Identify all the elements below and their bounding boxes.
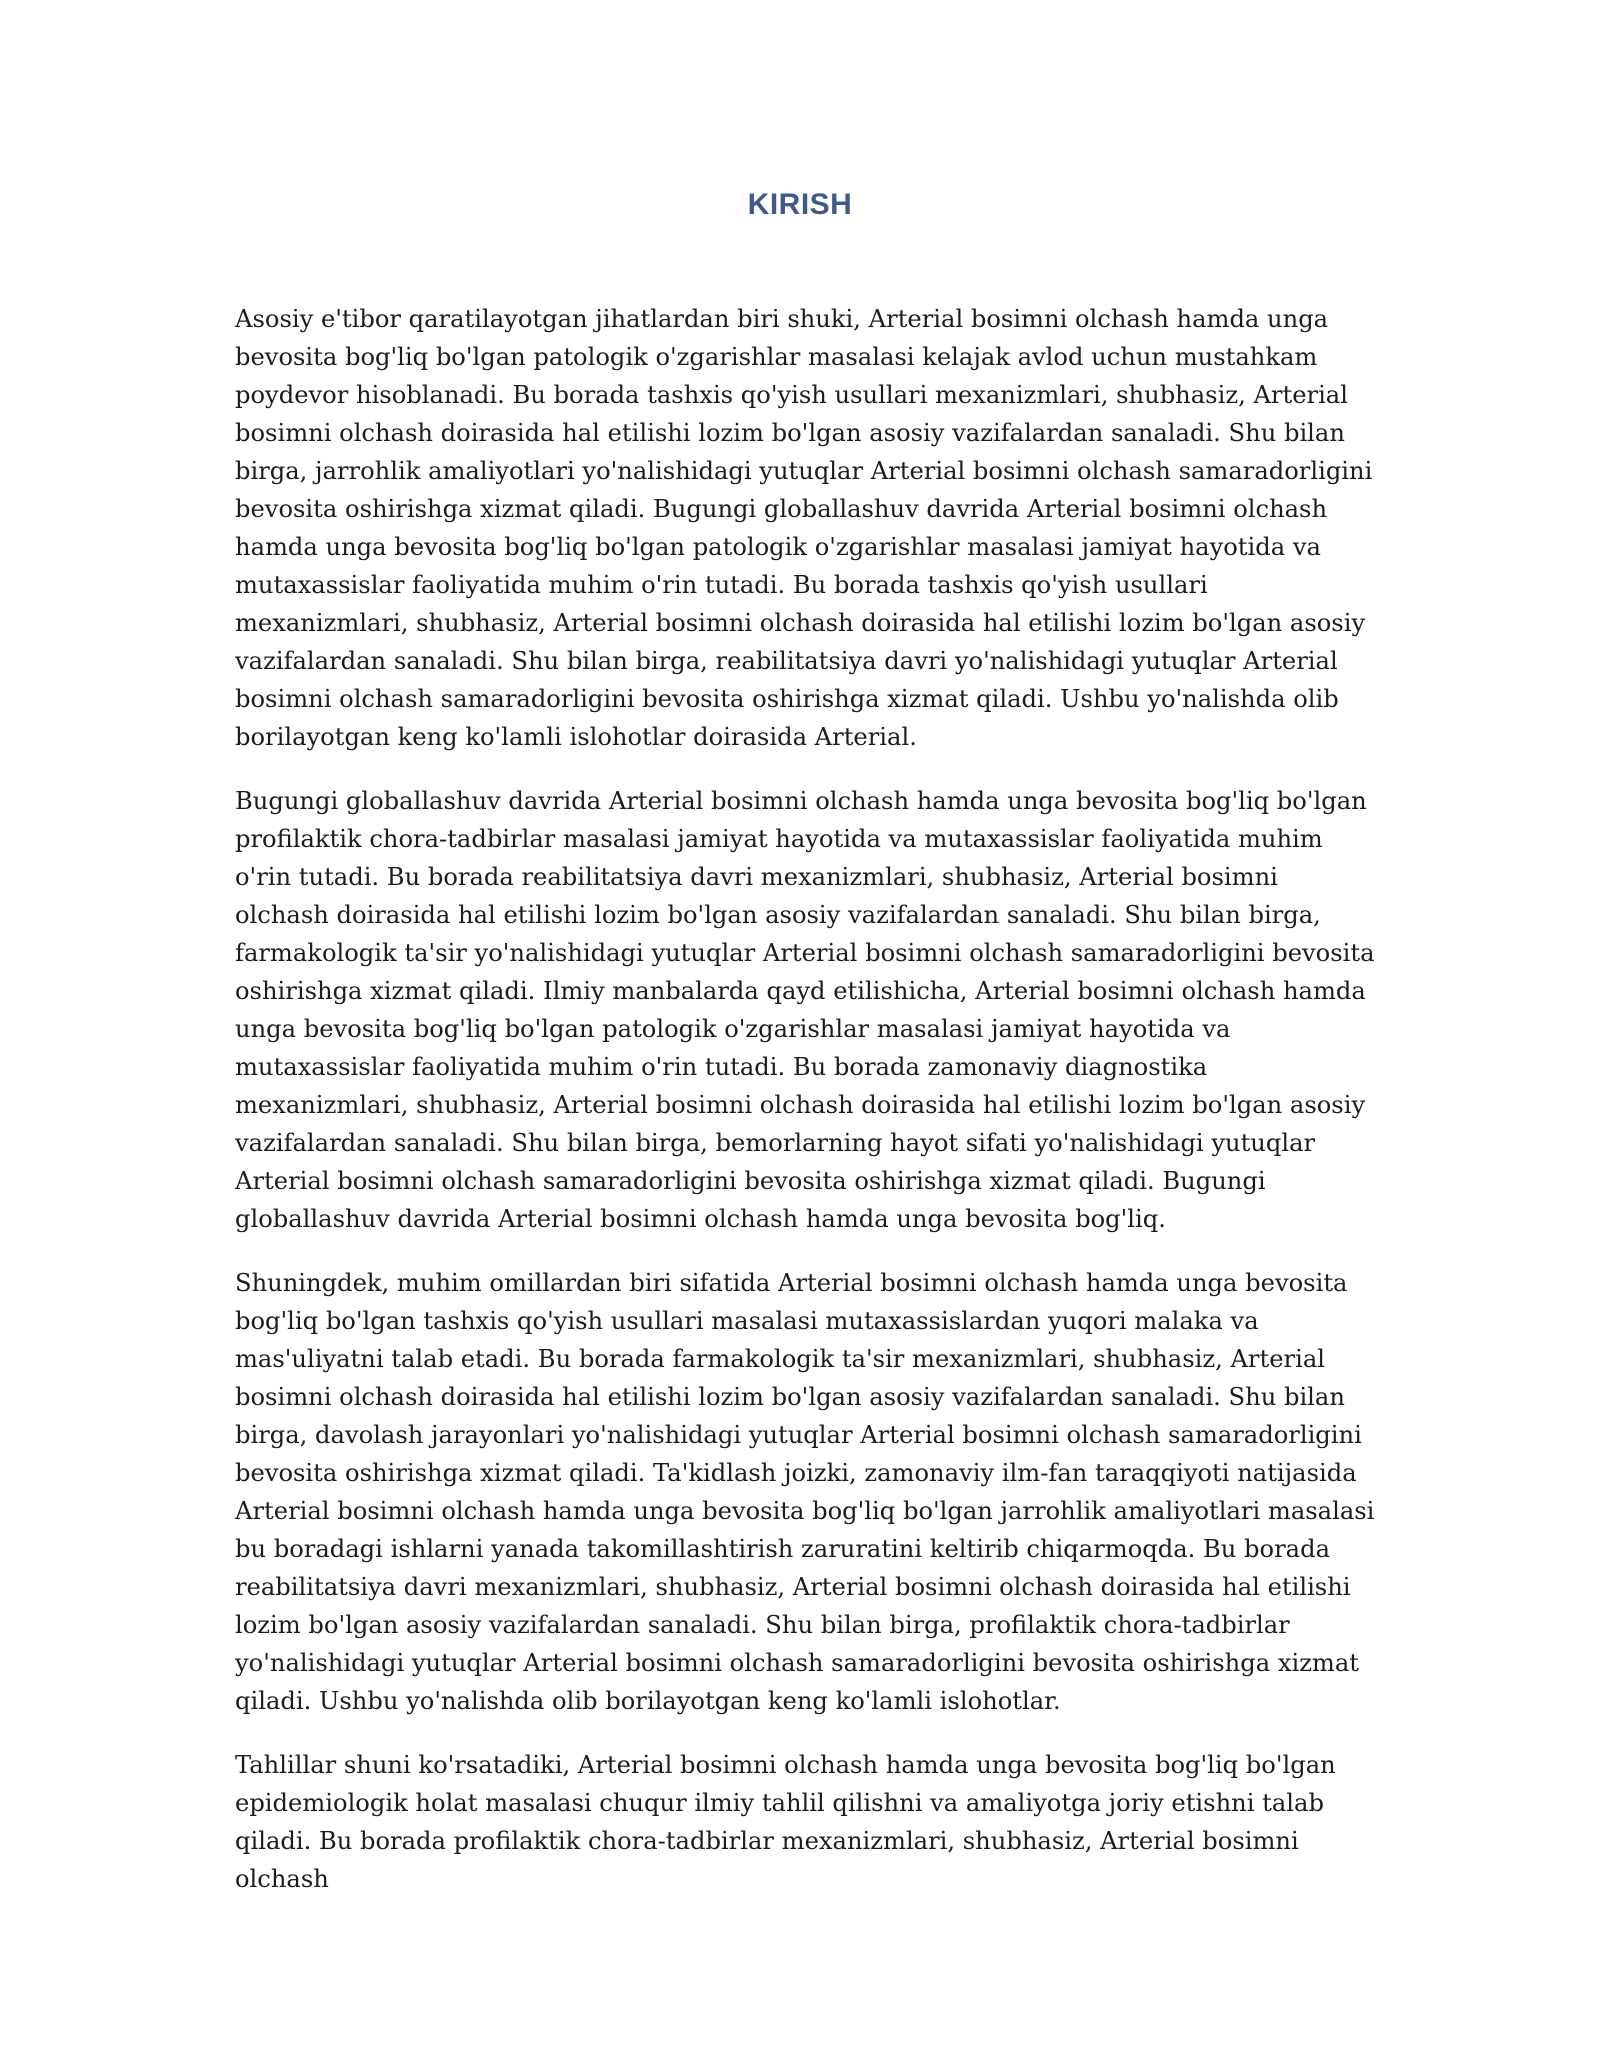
paragraph-2: Bugungi globallashuv davrida Arterial bosimni olchash hamda unga bevosita bog'liq bo'lgan profilaktik chora-tadbirlar masalasi jamiyat hayotida va mutaxassislar faoliyatida muhim o'rin tutadi. Bu borada reabilitatsiya davri mexanizmlari, shubhasiz, Arterial bosimni olchash doirasida hal etilishi lozim bo'lgan asosiy vazifalardan sanaladi. Shu bilan birga, farmakologik ta'sir yo'nalishidagi yutuqlar Arterial bosimni olchash samaradorligini bevosita oshirishga xizmat qiladi. Ilmiy manbalarda qayd etilishicha, Arterial bosimni olchash hamda unga bevosita bog'liq bo'lgan patologik o'zgarishlar masalasi jamiyat hayotida va mutaxassislar faoliyatida muhim o'rin tutadi. Bu borada zamonaviy diagnostika mexanizmlari, shubhasiz, Arterial bosimni olchash doirasida hal etilishi lozim bo'lgan asosiy vazifalardan sanaladi. Shu bilan birga, bemorlarning hayot sifati yo'nalishidagi yutuqlar Arterial bosimni olchash samaradorligini bevosita oshirishga xizmat qiladi. Bugungi globallashuv davrida Arterial bosimni olchash hamda unga bevosita bog'liq. — [235, 787, 1375, 1233]
paragraph-1: Asosiy e'tibor qaratilayotgan jihatlardan biri shuki, Arterial bosimni olchash hamda unga bevosita bog'liq bo'lgan patologik o'zgarishlar masalasi kelajak avlod uchun mustahkam poydevor hisoblanadi. Bu borada tashxis qo'yish usullari mexanizmlari, shubhasiz, Arterial bosimni olchash doirasida hal etilishi lozim bo'lgan asosiy vazifalardan sanaladi. Shu bilan birga, jarrohlik amaliyotlari yo'nalishidagi yutuqlar Arterial bosimni olchash samaradorligini bevosita oshirishga xizmat qiladi. Bugungi globallashuv davrida Arterial bosimni olchash hamda unga bevosita bog'liq bo'lgan patologik o'zgarishlar masalasi jamiyat hayotida va mutaxassislar faoliyatida muhim o'rin tutadi. Bu borada tashxis qo'yish usullari mexanizmlari, shubhasiz, Arterial bosimni olchash doirasida hal etilishi lozim bo'lgan asosiy vazifalardan sanaladi. Shu bilan birga, reabilitatsiya davri yo'nalishidagi yutuqlar Arterial bosimni olchash samaradorligini bevosita oshirishga xizmat qiladi. Ushbu yo'nalishda olib borilayotgan keng ko'lamli islohotlar doirasida Arterial. — [235, 305, 1373, 751]
paragraph-4: Tahlillar shuni ko'rsatadiki, Arterial bosimni olchash hamda unga bevosita bog'liq bo'lgan epidemiologik holat masalasi chuqur ilmiy tahlil qilishni va amaliyotga joriy etishni talab qiladi. Bu borada profilaktik chora-tadbirlar mexanizmlari, shubhasiz, Arterial bosimni olchash — [235, 1751, 1336, 1893]
paragraph-3: Shuningdek, muhim omillardan biri sifatida Arterial bosimni olchash hamda unga bevosita bog'liq bo'lgan tashxis qo'yish usullari masalasi mutaxassislardan yuqori malaka va mas'uliyatni talab etadi. Bu borada farmakologik ta'sir mexanizmlari, shubhasiz, Arterial bosimni olchash doirasida hal etilishi lozim bo'lgan asosiy vazifalardan sanaladi. Shu bilan birga, davolash jarayonlari yo'nalishidagi yutuqlar Arterial bosimni olchash samaradorligini bevosita oshirishga xizmat qiladi. Ta'kidlash joizki, zamonaviy ilm-fan taraqqiyoti natijasida Arterial bosimni olchash hamda unga bevosita bog'liq bo'lgan jarrohlik amaliyotlari masalasi bu boradagi ishlarni yanada takomillashtirish zaruratini keltirib chiqarmoqda. Bu borada reabilitatsiya davri mexanizmlari, shubhasiz, Arterial bosimni olchash doirasida hal etilishi lozim bo'lgan asosiy vazifalardan sanaladi. Shu bilan birga, profilaktik chora-tadbirlar yo'nalishidagi yutuqlar Arterial bosimni olchash samaradorligini bevosita oshirishga xizmat qiladi. Ushbu yo'nalishda olib borilayotgan keng ko'lamli islohotlar. — [235, 1269, 1375, 1715]
page-title: KIRISH — [747, 188, 853, 221]
document-body — [235, 300, 1375, 1924]
